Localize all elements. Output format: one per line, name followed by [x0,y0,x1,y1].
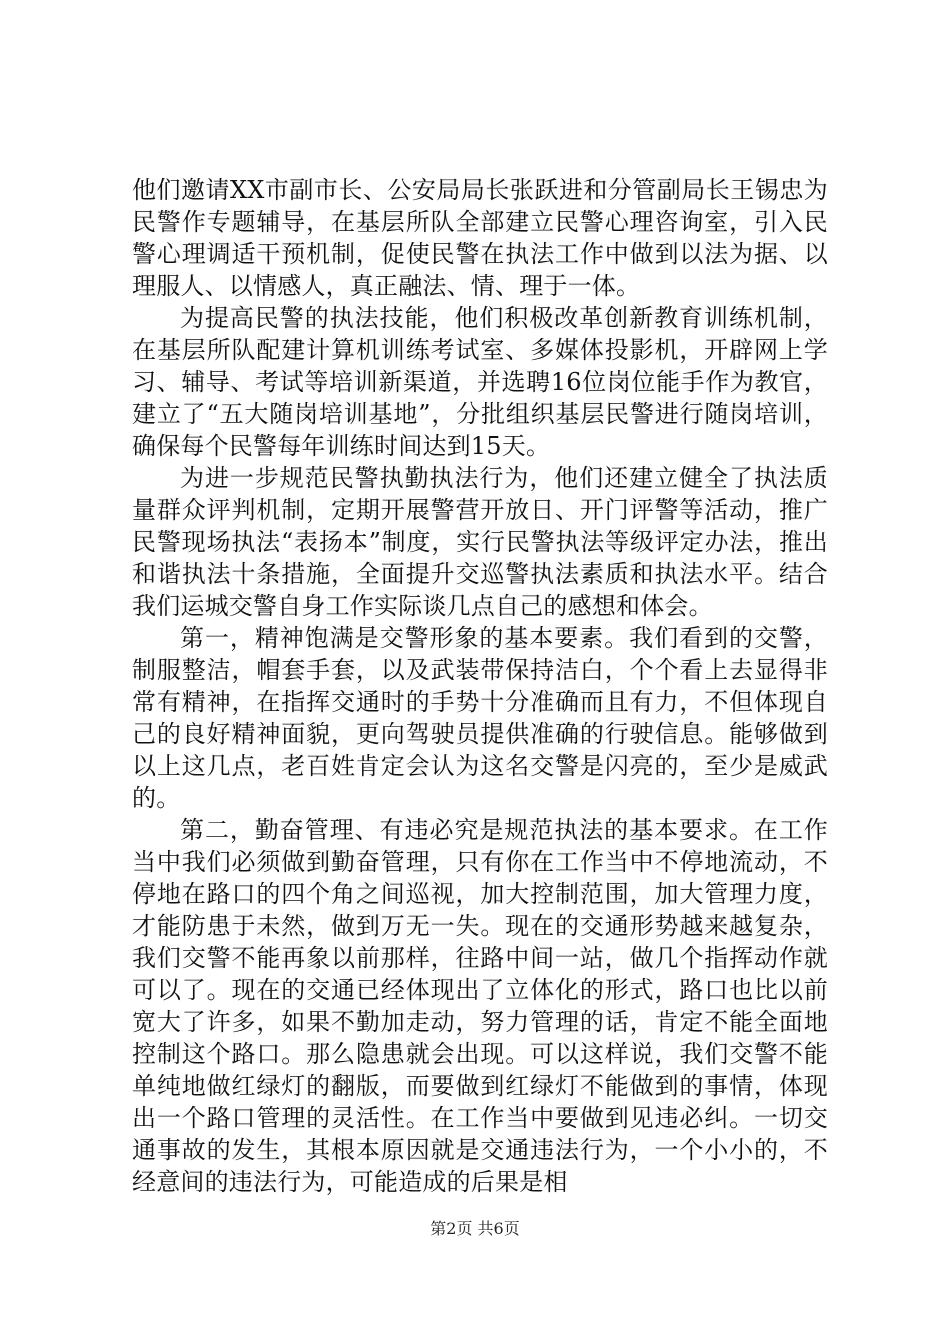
paragraph-3: 为进一步规范民警执勤执法行为，他们还建立健全了执法质量群众评判机制，定期开展警营开放日、开门评警等活动，推广民警现场执法“表扬本”制度，实行民警执法等级评定办法，推出和谐执法十条措施，全面提升交巡警执法素质和执法水平。结合我们运城交警自身工作实际谈几点自己的感想和体会。 [132,464,828,620]
paragraph-1: 他们邀请XX市副市长、公安局局长张跃进和分管副局长王锡忠为民警作专题辅导，在基层所队全部建立民警心理咨询室，引入民警心理调适干预机制，促使民警在执法工作中做到以法为据、以理服人、以情感人，真正融法、情、理于一体。 [132,176,828,300]
paragraph-4: 第一，精神饱满是交警形象的基本要素。我们看到的交警，制服整洁，帽套手套，以及武装带保持洁白，个个看上去显得非常有精神，在指挥交通时的手势十分准确而且有力，不但体现自己的良好精神面貌，更向驾驶员提供准确的行驶信息。能够做到以上这几点，老百姓肯定会认为这名交警是闪亮的，至少是威武的。 [132,624,828,812]
document-body [132,174,828,1198]
page-footer: 第2页 共6页 [430,1219,520,1238]
paragraph-5: 第二，勤奋管理、有违必究是规范执法的基本要求。在工作当中我们必须做到勤奋管理，只有你在工作当中不停地流动，不停地在路口的四个角之间巡视，加大控制范围，加大管理力度，才能防患于未然，做到万无一失。现在的交通形势越来越复杂，我们交警不能再象以前那样，往路中间一站，做几个指挥动作就可以了。现在的交通已经体现出了立体化的形式，路口也比以前宽大了许多，如果不勤加走动，努力管理的话，肯定不能全面地控制这个路口。那么隐患就会出现。可以这样说，我们交警不能单纯地做红绿灯的翻版，而要做到红绿灯不能做到的事情，体现出一个路口管理的灵活性。在工作当中要做到见违必纠。一切交通事故的发生，其根本原因就是交通违法行为，一个小小的，不经意间的违法行为，可能造成的后果是相 [132,816,828,1196]
paragraph-2: 为提高民警的执法技能，他们积极改革创新教育训练机制，在基层所队配建计算机训练考试室、多媒体投影机，开辟网上学习、辅导、考试等培训新渠道，并选聘16位岗位能手作为教官，建立了“五大随岗培训基地”，分批组织基层民警进行随岗培训，确保每个民警每年训练时间达到15天。 [132,304,828,460]
